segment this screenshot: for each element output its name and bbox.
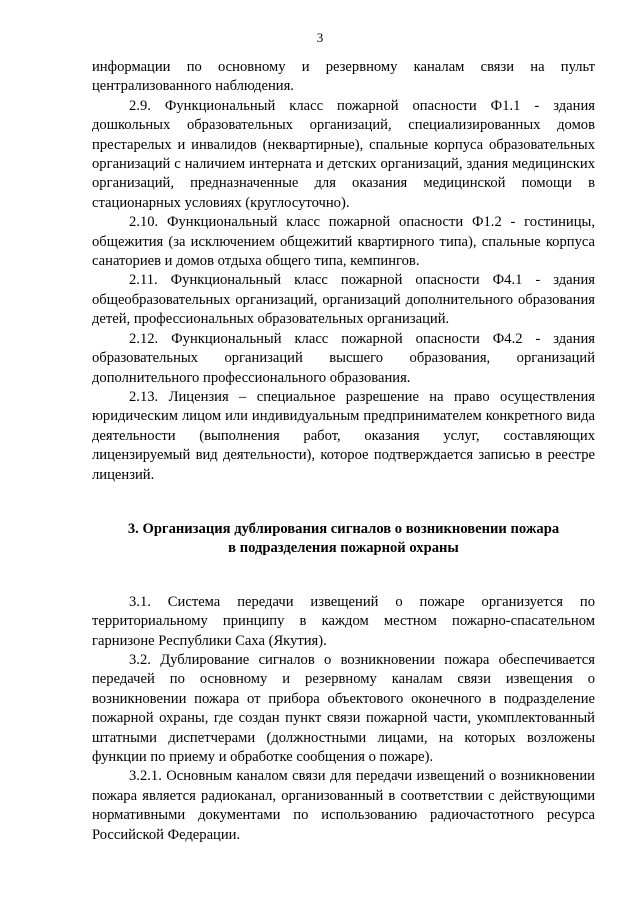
paragraph-2-10: 2.10. Функциональный класс пожарной опасности Ф1.2 - гостиницы, общежития (за исключением общежитий квартирного типа), спальные корпуса санаториев и домов отдыха общего типа, кемпингов. xyxy=(92,214,595,270)
paragraph-3-1: 3.1. Система передачи извещений о пожаре организуется по территориальному принципу в каждом местном пожарно-спасательном гарнизоне Республики Саха (Якутия). xyxy=(92,593,595,649)
paragraph-2-13: 2.13. Лицензия – специальное разрешение на право осуществления юридическим лицом или индивидуальным предпринимателем конкретного вида деятельности (выполнения работ, оказания услуг, составляющих лицензируемый вид деятельности), которое подтверждается записью в реестре лицензий. xyxy=(92,388,595,483)
paragraph-2-11: 2.11. Функциональный класс пожарной опасности Ф4.1 - здания общеобразовательных организаций, организаций дополнительного образования детей, профессиональных образовательных организаций. xyxy=(92,272,595,328)
paragraph-3-2: 3.2. Дублирование сигналов о возникновении пожара обеспечивается передачей по основному и резервному каналам связи извещения о возникновении пожара от прибора объектового оконечного в подразделение пожарной охраны, где создан пункт связи пожарной части, укомплектованный штатными диспетчерами (должностными лицами, на которых возложены функции по приему и обработке сообщения о пожаре). xyxy=(92,651,595,765)
section-title-line-1: 3. Организация дублирования сигналов о возникновении пожара xyxy=(127,520,560,537)
section-title-line-2: в подразделения пожарной охраны xyxy=(228,540,459,557)
paragraph-2-9: 2.9. Функциональный класс пожарной опасности Ф1.1 - здания дошкольных образовательных организаций, специализированных домов престарелых и инвалидов (неквартирные), спальные корпуса образовательных организаций с наличием интерната и детских организаций, здания медицинских организаций, предназначенные для оказания медицинской помощи в стационарных условиях (круглосуточно). xyxy=(92,97,595,211)
paragraph-3-2-1: 3.2.1. Основным каналом связи для передачи извещений о возникновении пожара является радиоканал, организованный в соответствии с действующими нормативными документами по использованию радиочастотного ресурса Российской Федерации. xyxy=(92,768,595,843)
paragraph-continuation: информации по основному и резервному каналам связи на пульт централизованного наблюдения. xyxy=(92,59,595,95)
paragraph-2-12: 2.12. Функциональный класс пожарной опасности Ф4.2 - здания образовательных организаций высшего образования, организаций дополнительного профессионального образования. xyxy=(92,330,595,386)
document-body xyxy=(92,58,595,845)
section-3-heading xyxy=(92,520,595,559)
page-number: 3 xyxy=(316,30,324,45)
